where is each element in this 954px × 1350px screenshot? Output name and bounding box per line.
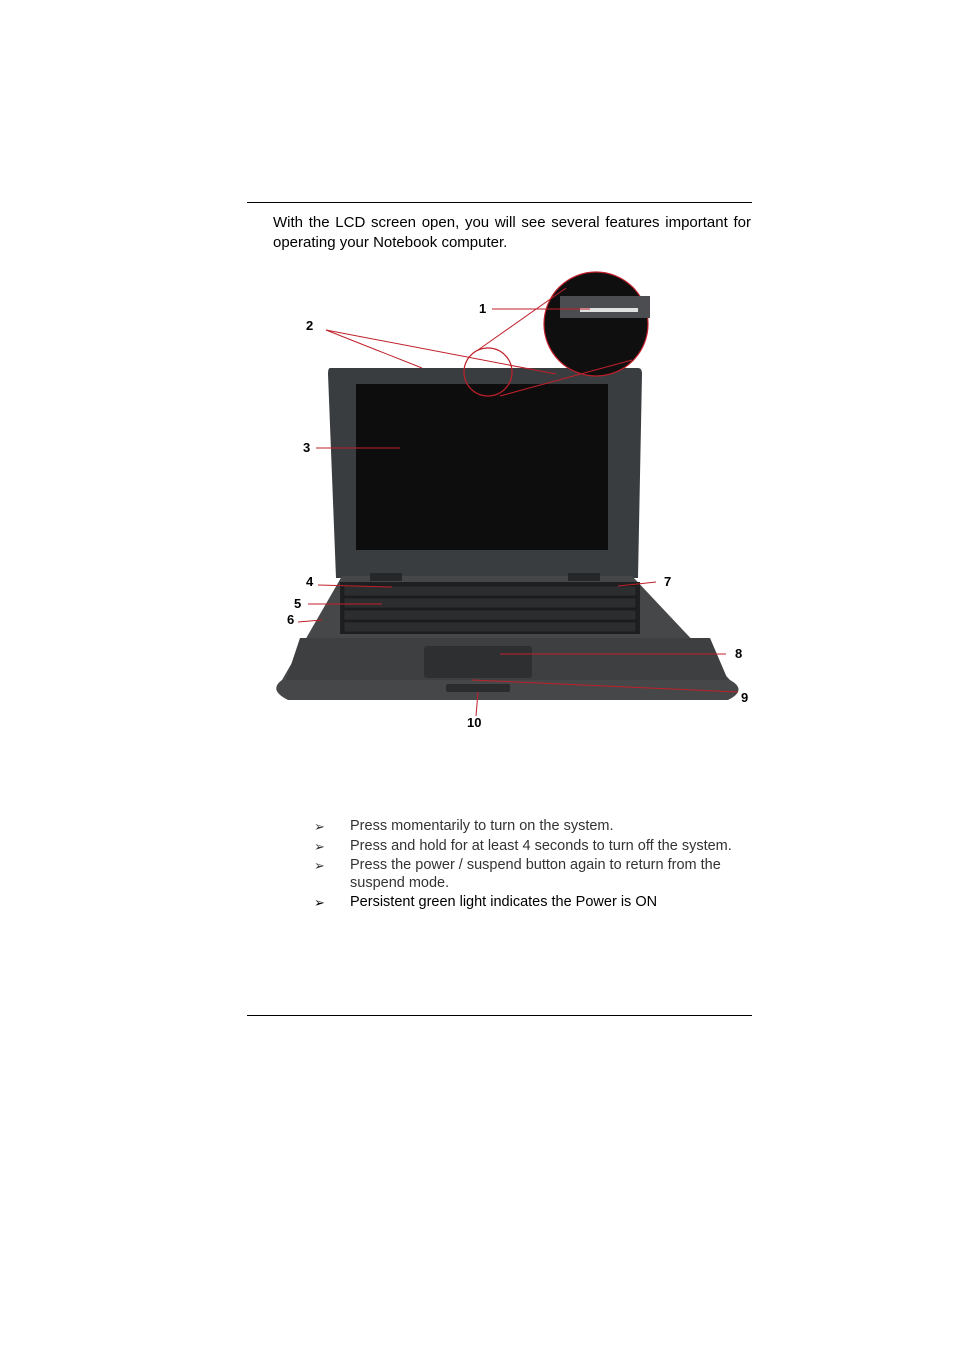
power-button-notes	[314, 818, 754, 914]
lcd-screen	[356, 384, 608, 550]
notebook-illustration	[260, 260, 760, 740]
arrowhead-bullet-icon: ➢	[314, 858, 325, 873]
callout-5: 5	[294, 596, 302, 611]
callout-7: 7	[664, 574, 672, 589]
list-item: ➢ Press the power / suspend button again to return from the suspend mode.	[314, 857, 721, 891]
callout-6: 6	[287, 612, 295, 627]
magnifier-detail	[544, 272, 648, 376]
arrowhead-bullet-icon: ➢	[314, 838, 325, 854]
touchpad-buttons	[446, 684, 510, 692]
callout-1: 1	[479, 301, 487, 316]
callout-10: 10	[467, 715, 482, 730]
hinge-right	[568, 573, 600, 581]
top-rule	[247, 202, 752, 203]
arrowhead-bullet-icon: ➢	[314, 895, 325, 910]
callout-9: 9	[741, 690, 749, 705]
callout-3: 3	[303, 440, 311, 455]
bottom-rule	[247, 1015, 752, 1016]
callout-4: 4	[306, 574, 314, 589]
list-item: ➢ Persistent green light indicates the Power is ON	[314, 894, 658, 910]
hinge-left	[370, 573, 402, 581]
touchpad	[424, 646, 532, 678]
arrowhead-bullet-icon: ➢	[314, 819, 325, 834]
list-item: ➢ Press momentarily to turn on the system.	[314, 818, 614, 834]
notebook-figure	[260, 260, 760, 740]
intro-paragraph: With the LCD screen open, you will see several features important for operating your Notebook computer.	[273, 214, 751, 251]
callout-8: 8	[735, 646, 743, 661]
detail-lid-top	[560, 296, 650, 318]
callout-2: 2	[306, 318, 314, 333]
list-item: ➢ Press and hold for at least 4 seconds to turn off the system.	[314, 837, 732, 854]
